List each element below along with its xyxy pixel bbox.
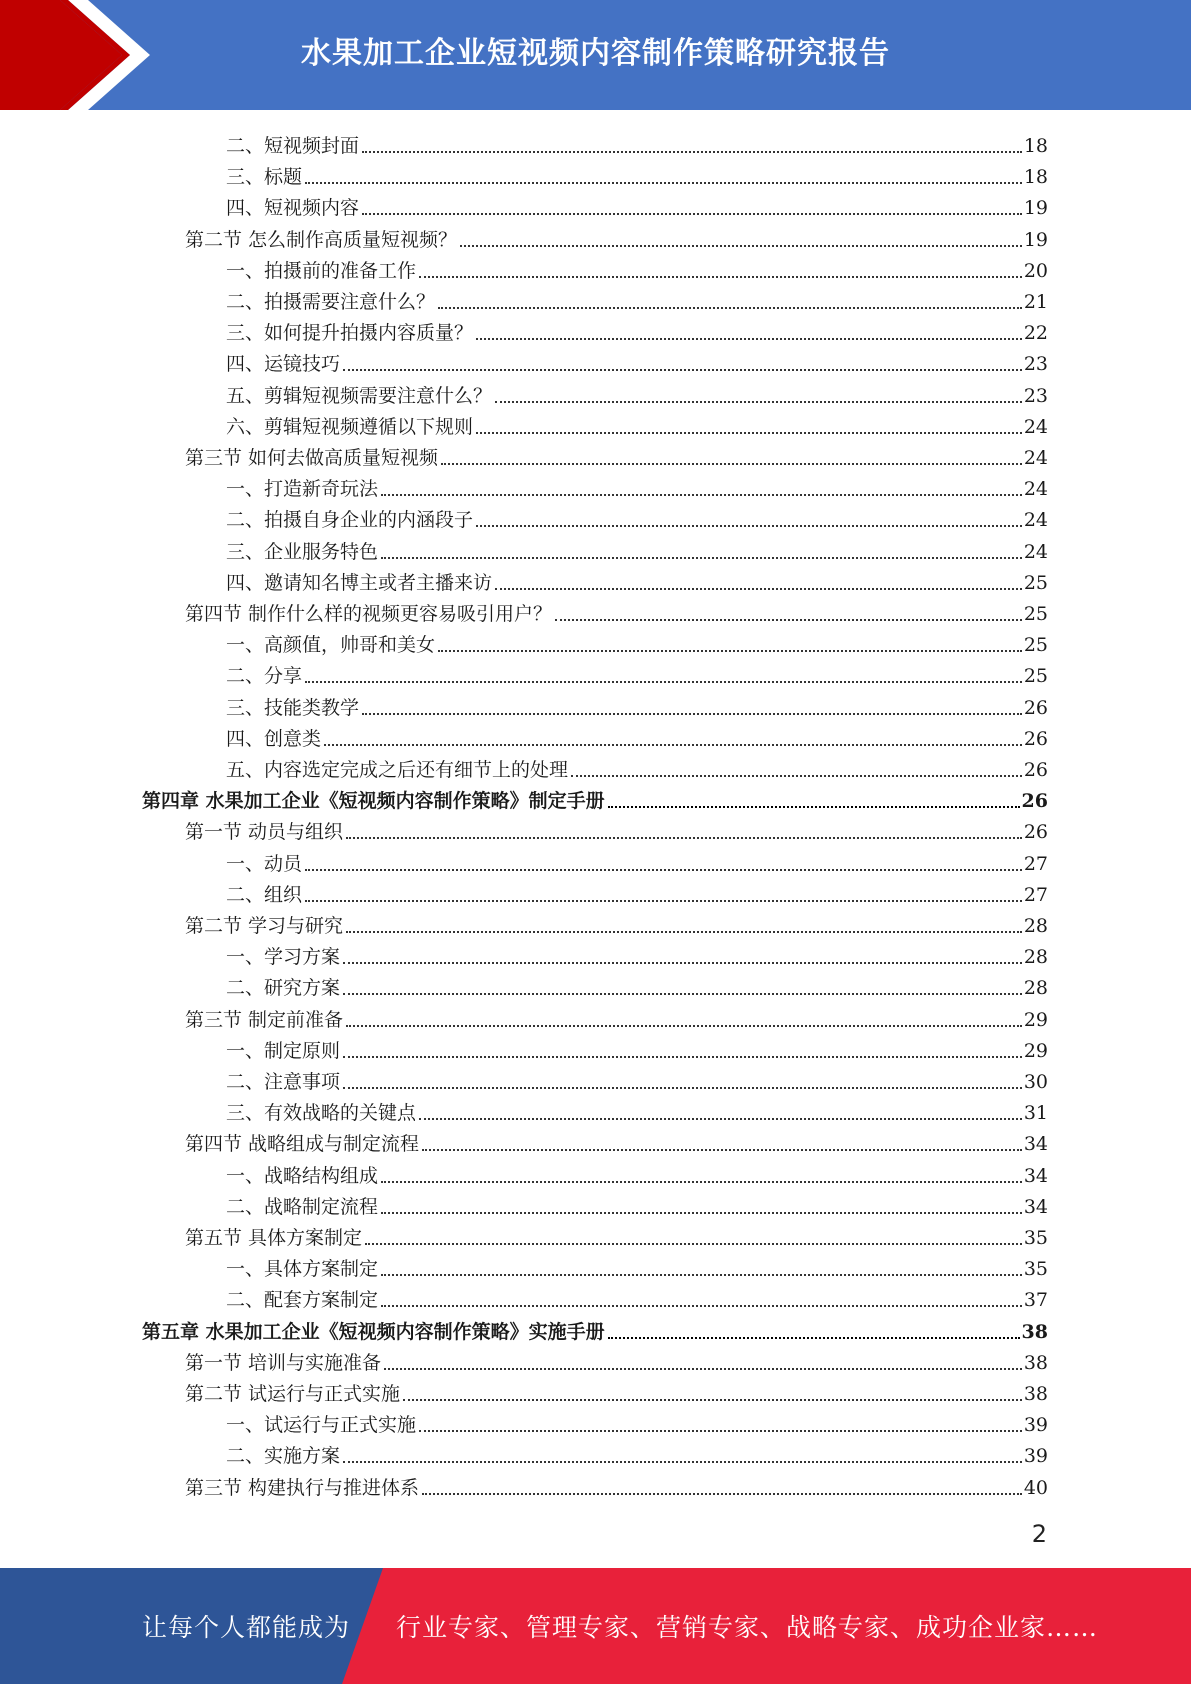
toc-entry-label: 二、研究方案: [226, 977, 341, 1000]
toc-entry-page: 24: [1023, 415, 1048, 438]
toc-dot-leader: [495, 400, 1022, 403]
toc-subsection-entry[interactable]: [226, 1281, 1048, 1312]
toc-entry-label: 六、剪辑短视频遵循以下规则: [226, 415, 474, 438]
toc-entry-label: 第四节 战略组成与制定流程: [185, 1133, 420, 1156]
toc-subsection-entry[interactable]: [226, 314, 1048, 345]
toc-dot-leader: [381, 1180, 1022, 1183]
toc-entry-label: 第五章 水果加工企业《短视频内容制作策略》实施手册: [142, 1320, 605, 1343]
toc-entry-page: 24: [1023, 447, 1048, 469]
toc-dot-leader: [555, 618, 1022, 621]
toc-entry-page: 28: [1023, 977, 1048, 1000]
toc-entry-label: 一、拍摄前的准备工作: [226, 259, 417, 282]
toc-entry-label: 一、具体方案制定: [226, 1258, 379, 1281]
toc-entry-label: 第五节 具体方案制定: [185, 1227, 363, 1249]
toc-dot-leader: [343, 1086, 1022, 1089]
toc-dot-leader: [343, 1460, 1022, 1463]
toc-entry-label: 二、短视频封面: [226, 135, 360, 157]
toc-entry-page: 23: [1023, 384, 1048, 407]
toc-entry-page: 25: [1023, 603, 1048, 625]
footer-slogan-left: 让每个人都能成为: [142, 1613, 351, 1642]
toc-entry-label: 一、打造新奇玩法: [226, 478, 379, 501]
toc-entry-label: 二、拍摄需要注意什么？: [226, 291, 436, 313]
toc-section-entry[interactable]: [185, 1375, 1048, 1406]
toc-subsection-entry[interactable]: [226, 689, 1048, 720]
toc-entry-label: 第三节 如何去做高质量短视频: [185, 447, 439, 469]
toc-subsection-entry[interactable]: [226, 626, 1048, 657]
toc-subsection-entry[interactable]: [226, 252, 1048, 283]
toc-entry-label: 二、注意事项: [226, 1071, 341, 1093]
toc-chapter-entry[interactable]: [142, 782, 1048, 813]
toc-entry-page: 26: [1023, 759, 1048, 781]
page-number: 2: [1031, 1520, 1047, 1548]
toc-dot-leader: [384, 1367, 1022, 1370]
toc-section-entry[interactable]: [185, 439, 1048, 470]
toc-entry-page: 30: [1023, 1071, 1048, 1093]
toc-section-entry[interactable]: [185, 1219, 1048, 1250]
toc-entry-label: 第四节 制作什么样的视频更容易吸引用户？: [185, 603, 553, 625]
toc-entry-page: 22: [1023, 322, 1048, 345]
toc-entry-label: 第二节 怎么制作高质量短视频？: [185, 228, 458, 251]
toc-subsection-entry[interactable]: [226, 1437, 1048, 1468]
toc-section-entry[interactable]: [185, 1344, 1048, 1375]
toc-dot-leader: [438, 306, 1022, 309]
toc-dot-leader: [305, 680, 1022, 683]
toc-entry-page: 37: [1023, 1289, 1048, 1312]
toc-entry-label: 二、配套方案制定: [226, 1289, 379, 1312]
toc-subsection-entry[interactable]: [226, 1063, 1048, 1094]
toc-entry-page: 19: [1023, 197, 1048, 220]
toc-subsection-entry[interactable]: [226, 751, 1048, 782]
toc-entry-label: 一、试运行与正式实施: [226, 1414, 417, 1437]
toc-entry-page: 26: [1023, 821, 1048, 844]
toc-subsection-entry[interactable]: [226, 377, 1048, 408]
toc-section-entry[interactable]: [185, 1469, 1048, 1500]
toc-entry-page: 20: [1023, 259, 1048, 282]
toc-dot-leader: [460, 244, 1022, 247]
toc-dot-leader: [381, 1211, 1022, 1214]
toc-entry-page: 26: [1023, 727, 1048, 750]
toc-entry-page: 18: [1023, 166, 1048, 189]
toc-subsection-entry[interactable]: [226, 1032, 1048, 1063]
toc-entry-page: 23: [1023, 353, 1048, 376]
toc-entry-label: 第三节 构建执行与推进体系: [185, 1476, 420, 1499]
toc-entry-label: 二、战略制定流程: [226, 1195, 379, 1218]
toc-subsection-entry[interactable]: [226, 1157, 1048, 1188]
toc-entry-label: 四、创意类: [226, 727, 322, 750]
page-footer: [0, 1568, 1191, 1684]
toc-section-entry[interactable]: [185, 813, 1048, 844]
toc-entry-page: 27: [1023, 852, 1048, 875]
toc-subsection-entry[interactable]: [226, 408, 1048, 439]
toc-entry-label: 四、邀请知名博主或者主播来访: [226, 571, 493, 594]
toc-entry-label: 一、制定原则: [226, 1039, 341, 1062]
toc-entry-label: 二、分享: [226, 665, 303, 688]
toc-entry-label: 一、动员: [226, 852, 303, 875]
toc-section-entry[interactable]: [185, 1125, 1048, 1156]
toc-entry-label: 三、标题: [226, 166, 303, 189]
toc-entry-label: 二、实施方案: [226, 1445, 341, 1468]
toc-entry-label: 一、学习方案: [226, 946, 341, 969]
toc-entry-page: 28: [1023, 946, 1048, 969]
toc-dot-leader: [608, 1336, 1020, 1339]
toc-subsection-entry[interactable]: [226, 876, 1048, 907]
toc-dot-leader: [403, 1398, 1022, 1401]
toc-entry-page: 34: [1023, 1133, 1048, 1156]
toc-dot-leader: [305, 899, 1022, 902]
toc-subsection-entry[interactable]: [226, 470, 1048, 501]
toc-subsection-entry[interactable]: [226, 158, 1048, 189]
toc-subsection-entry[interactable]: [226, 845, 1048, 876]
toc-subsection-entry[interactable]: [226, 533, 1048, 564]
toc-entry-label: 三、有效战略的关键点: [226, 1102, 417, 1125]
toc-subsection-entry[interactable]: [226, 127, 1048, 158]
toc-subsection-entry[interactable]: [226, 345, 1048, 376]
toc-entry-page: 26: [1021, 790, 1048, 813]
toc-entry-label: 五、内容选定完成之后还有细节上的处理: [226, 759, 569, 781]
toc-dot-leader: [422, 1148, 1022, 1151]
toc-dot-leader: [476, 431, 1022, 434]
toc-entry-page: 25: [1023, 665, 1048, 688]
toc-entry-page: 19: [1023, 228, 1048, 251]
toc-section-entry[interactable]: [185, 595, 1048, 626]
document-title: 水果加工企业短视频内容制作策略研究报告: [301, 36, 890, 71]
toc-dot-leader: [365, 1242, 1022, 1245]
toc-entry-label: 一、高颜值，帅哥和美女: [226, 634, 436, 657]
toc-dot-leader: [381, 556, 1022, 559]
page-header: [0, 0, 1191, 110]
toc-entry-page: 29: [1023, 1008, 1048, 1031]
toc-subsection-entry[interactable]: [226, 1188, 1048, 1219]
toc-subsection-entry[interactable]: [226, 564, 1048, 595]
toc-dot-leader: [305, 181, 1022, 184]
toc-dot-leader: [346, 1024, 1022, 1027]
toc-entry-label: 第四章 水果加工企业《短视频内容制作策略》制定手册: [142, 790, 605, 813]
toc-entry-label: 第二节 学习与研究: [185, 915, 344, 937]
toc-entry-page: 34: [1023, 1195, 1048, 1218]
toc-entry-label: 三、技能类教学: [226, 696, 360, 719]
toc-entry-page: 21: [1023, 291, 1048, 313]
toc-dot-leader: [324, 743, 1022, 746]
toc-dot-leader: [495, 587, 1022, 590]
toc-entry-page: 24: [1023, 540, 1048, 563]
toc-entry-page: 25: [1023, 634, 1048, 657]
toc-dot-leader: [346, 836, 1022, 839]
toc-subsection-entry[interactable]: [226, 283, 1048, 314]
toc-entry-label: 第二节 试运行与正式实施: [185, 1383, 401, 1405]
toc-entry-page: 26: [1023, 696, 1048, 719]
toc-subsection-entry[interactable]: [226, 938, 1048, 969]
toc-subsection-entry[interactable]: [226, 969, 1048, 1000]
toc-entry-label: 一、战略结构组成: [226, 1164, 379, 1187]
toc-entry-label: 二、拍摄自身企业的内涵段子: [226, 509, 474, 532]
toc-dot-leader: [381, 1273, 1022, 1276]
toc-entry-page: 38: [1023, 1351, 1048, 1374]
toc-dot-leader: [346, 930, 1022, 933]
toc-entry-page: 24: [1023, 509, 1048, 532]
toc-entry-label: 四、运镜技巧: [226, 353, 341, 376]
toc-dot-leader: [419, 275, 1022, 278]
toc-dot-leader: [343, 1055, 1022, 1058]
toc-entry-page: 24: [1023, 478, 1048, 501]
toc-dot-leader: [419, 1429, 1022, 1432]
toc-entry-page: 34: [1023, 1164, 1048, 1187]
toc-entry-label: 第一节 动员与组织: [185, 821, 344, 844]
toc-entry-page: 28: [1023, 915, 1048, 937]
toc-entry-label: 三、企业服务特色: [226, 540, 379, 563]
toc-dot-leader: [419, 1117, 1022, 1120]
toc-dot-leader: [438, 649, 1022, 652]
toc-entry-page: 38: [1023, 1383, 1048, 1405]
toc-subsection-entry[interactable]: [226, 189, 1048, 220]
toc-entry-page: 29: [1023, 1039, 1048, 1062]
toc-dot-leader: [441, 462, 1022, 465]
toc-entry-page: 39: [1023, 1414, 1048, 1437]
toc-dot-leader: [381, 493, 1022, 496]
toc-chapter-entry[interactable]: [142, 1313, 1048, 1344]
toc-entry-page: 38: [1021, 1320, 1048, 1343]
toc-entry-page: 25: [1023, 571, 1048, 594]
toc-dot-leader: [343, 961, 1022, 964]
toc-subsection-entry[interactable]: [226, 657, 1048, 688]
toc-dot-leader: [381, 1304, 1022, 1307]
toc-entry-label: 第三节 制定前准备: [185, 1008, 344, 1031]
footer-slogan-right: 行业专家、管理专家、营销专家、战略专家、成功企业家……: [396, 1613, 1099, 1642]
toc-subsection-entry[interactable]: [226, 501, 1048, 532]
toc-entry-page: 27: [1023, 883, 1048, 906]
toc-section-entry[interactable]: [185, 221, 1048, 252]
toc-entry-label: 四、短视频内容: [226, 197, 360, 220]
toc-subsection-entry[interactable]: [226, 720, 1048, 751]
toc-entry-label: 二、组织: [226, 883, 303, 906]
toc-dot-leader: [571, 774, 1022, 777]
toc-entry-page: 39: [1023, 1445, 1048, 1468]
toc-dot-leader: [362, 212, 1022, 215]
toc-dot-leader: [476, 337, 1022, 340]
toc-entry-label: 五、剪辑短视频需要注意什么？: [226, 384, 493, 407]
toc-entry-page: 35: [1023, 1258, 1048, 1281]
toc-subsection-entry[interactable]: [226, 1250, 1048, 1281]
toc-subsection-entry[interactable]: [226, 1094, 1048, 1125]
toc-entry-label: 三、如何提升拍摄内容质量？: [226, 322, 474, 345]
toc-entry-page: 31: [1023, 1102, 1048, 1125]
toc-dot-leader: [608, 805, 1020, 808]
toc-section-entry[interactable]: [185, 907, 1048, 938]
toc-dot-leader: [362, 712, 1022, 715]
toc-entry-page: 40: [1023, 1476, 1048, 1499]
toc-dot-leader: [305, 868, 1022, 871]
toc-entry-label: 第一节 培训与实施准备: [185, 1351, 382, 1374]
toc-dot-leader: [343, 368, 1022, 371]
toc-dot-leader: [362, 150, 1022, 153]
toc-dot-leader: [476, 524, 1022, 527]
toc-dot-leader: [343, 992, 1022, 995]
toc-entry-page: 35: [1023, 1227, 1048, 1249]
toc-entry-page: 18: [1023, 135, 1048, 157]
toc-dot-leader: [422, 1492, 1022, 1495]
toc-section-entry[interactable]: [185, 1001, 1048, 1032]
toc-subsection-entry[interactable]: [226, 1406, 1048, 1437]
